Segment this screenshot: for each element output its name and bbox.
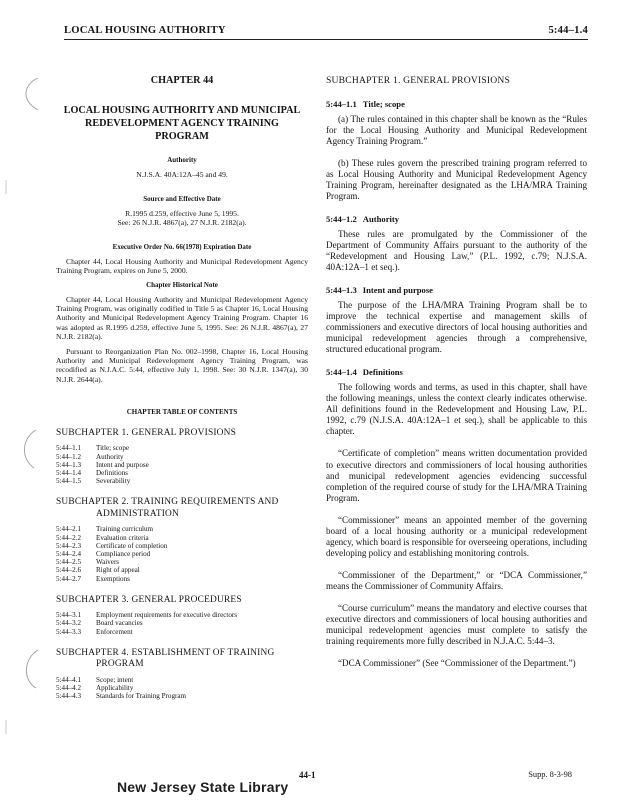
- section-paragraph: The following words and terms, as used in this chapter, shall have the following meanings, unless the context clearly indicates otherwise. All definitions found in the Redevelopment and Housing Law, P.L. 1992, c.79 (N.J.S.A. 40A:12A–1 et seq.), shall be applicable to this chapter.: [326, 382, 587, 437]
- definition-paragraph: “Course curriculum” means the mandatory and elective courses that executive directors and commissioners of local housing authorities and municipal redevelopment agencies must complete to satisfy the training requirements more fully described in N.J.A.C. 5:44–3.: [326, 603, 587, 647]
- toc-entry[interactable]: 5:44–2.3 Certificate of completion: [56, 541, 168, 550]
- chapter-title-line: PROGRAM: [155, 131, 209, 142]
- page-footer: [0, 770, 618, 795]
- section-heading: 5:44–1.1 Title; scope: [326, 98, 405, 109]
- section-heading: 5:44–1.4 Definitions: [326, 367, 403, 378]
- definition-paragraph: “Commissioner of the Department,” or “DCA Commissioner,” means the Commissioner of Community Affairs.: [326, 569, 587, 591]
- right-column: [326, 48, 587, 669]
- section-1-3: [326, 285, 587, 355]
- table-of-contents-heading: CHAPTER TABLE OF CONTENTS: [126, 407, 238, 416]
- left-column: [56, 48, 308, 701]
- toc-subchapter: [56, 497, 308, 582]
- source-text: [56, 209, 308, 227]
- definition-paragraph: “Certificate of completion” means written documentation provided to executive directors and commissioners of local housing authorities and municipal redevelopment agencies evidencing successful completion of the required course of study for the LHA/MRA Training Program.: [326, 448, 587, 503]
- toc-entry[interactable]: 5:44–1.5 Severability: [56, 477, 131, 486]
- toc-entry[interactable]: 5:44–2.6 Right of appeal: [56, 566, 140, 575]
- source-heading: Source and Effective Date: [143, 195, 221, 204]
- section-1-4: [326, 367, 587, 669]
- executive-order-text: Chapter 44, Local Housing Authority and Municipal Redevelopment Agency Training Program, expires on June 5, 2000.: [56, 256, 308, 275]
- section-1-2: [326, 214, 587, 273]
- definition-paragraph: “DCA Commissioner” (See “Commissioner of the Department.”): [338, 658, 576, 669]
- section-paragraph: (a) The rules contained in this chapter shall be known as the “Rules for the Local Housing Authority and Municipal Redevelopment Agency Training Program.”: [326, 113, 587, 146]
- section-1-1: [326, 99, 587, 202]
- section-paragraph: The purpose of the LHA/MRA Training Program shall be to improve the technical expertise and management skills of commissioners and executive directors of local housing authorities and municipal redevelopment agencies through a comprehensive, structured educational program.: [326, 300, 587, 355]
- toc-entry[interactable]: 5:44–2.5 Waivers: [56, 558, 120, 567]
- library-stamp: New Jersey State Library: [117, 779, 289, 795]
- subchapter-heading: SUBCHAPTER 1. GENERAL PROVISIONS: [326, 75, 511, 86]
- section-range: 5:44–1.4: [548, 25, 588, 36]
- toc-list: [56, 525, 308, 582]
- toc-entry[interactable]: 5:44–2.7 Exemptions: [56, 574, 130, 583]
- toc-entry[interactable]: 5:44–1.2 Authority: [56, 452, 124, 461]
- supplement-date: Supp. 8-3-98: [528, 770, 572, 779]
- source-line: R.1995 d.259, effective June 5, 1995.: [125, 209, 239, 219]
- toc-subchapter-title: SUBCHAPTER 1. GENERAL PROVISIONS: [56, 427, 237, 438]
- authority-heading: Authority: [167, 156, 197, 164]
- toc-entry[interactable]: 5:44–2.1 Training curriculum: [56, 525, 154, 534]
- toc-list: [56, 676, 308, 701]
- toc-subchapter: [56, 648, 308, 701]
- historical-note-paragraph: Pursuant to Reorganization Plan No. 002–1998, Chapter 16, Local Housing Authority and Municipal Redevelopment Agency Training Program, was recodified as N.J.A.C. 5:44, effective July 1, 1998. See: 30 N.J.R. 1347(a), 30 N.J.R. 2644(a).: [56, 347, 308, 384]
- toc-entry[interactable]: 5:44–3.2 Board vacancies: [56, 619, 143, 628]
- authority-text: N.J.S.A. 40A:12A–45 and 49.: [136, 170, 228, 179]
- page-number: 44-1: [299, 770, 316, 780]
- section-paragraph: (b) These rules govern the prescribed training program referred to as Local Housing Authority and Municipal Redevelopment Agency Training Program, hereinafter designated as the LHA/MRA Training Program.: [326, 157, 587, 201]
- section-paragraph: These rules are promulgated by the Commissioner of the Department of Community Affairs pursuant to the authority of the “Redevelopment and Housing Law,” (P.L. 1992, c.79; N.J.S.A. 40A:12A–1 et seq.).: [326, 228, 587, 272]
- section-heading: 5:44–1.2 Authority: [326, 213, 400, 224]
- historical-note-heading: Chapter Historical Note: [146, 281, 218, 290]
- historical-note-paragraph: Chapter 44, Local Housing Authority and Municipal Redevelopment Agency Training Program, was originally codified in Title 5 as Chapter 16, Local Housing Authority and Municipal Redevelopment Agency Training Program. Chapter 16 was adopted as R.1995 d.259, effective June 5, 1995. See: 26 N.J.R. 4867(a), 27 N.J.R. 2182(a).: [56, 295, 308, 341]
- toc-entry[interactable]: 5:44–1.1 Title; scope: [56, 444, 130, 453]
- toc-subchapter-title: SUBCHAPTER 2. TRAINING REQUIREMENTS AND ADMINISTRATION: [56, 497, 279, 519]
- chapter-number: CHAPTER 44: [150, 75, 214, 86]
- toc-subchapter: [56, 595, 308, 636]
- toc-entry[interactable]: 5:44–1.4 Definitions: [56, 468, 128, 477]
- page-header: [64, 24, 588, 40]
- toc-subchapter: [56, 428, 308, 486]
- toc-list: [56, 444, 308, 485]
- toc-entry[interactable]: 5:44–1.3 Intent and purpose: [56, 460, 149, 469]
- chapter-title: [56, 104, 308, 143]
- toc-entry[interactable]: 5:44–3.1 Employment requirements for executive directors: [56, 611, 238, 620]
- toc-subchapter-title: SUBCHAPTER 4. ESTABLISHMENT OF TRAINING PROGRAM: [56, 647, 275, 670]
- definition-paragraph: “Commissioner” means an appointed member of the governing board of a local housing authority or a municipal redevelopment agency, which board is responsible for overseeing operations, including developing policy and establishing monitoring controls.: [326, 514, 587, 558]
- chapter-title-line: REDEVELOPMENT AGENCY TRAINING: [85, 118, 279, 129]
- toc-entry[interactable]: 5:44–3.3 Enforcement: [56, 627, 133, 636]
- toc-list: [56, 611, 308, 636]
- toc-entry[interactable]: 5:44–2.4 Compliance period: [56, 549, 151, 558]
- toc-entry[interactable]: 5:44–4.3 Standards for Training Program: [56, 692, 187, 701]
- toc-subchapter-title: SUBCHAPTER 3. GENERAL PROCEDURES: [56, 594, 242, 605]
- executive-order-heading: Executive Order No. 66(1978) Expiration Date: [112, 242, 252, 251]
- toc-entry[interactable]: 5:44–4.2 Applicability: [56, 684, 134, 693]
- running-title: LOCAL HOUSING AUTHORITY: [64, 25, 226, 36]
- toc-entry[interactable]: 5:44–4.1 Scope; intent: [56, 675, 134, 684]
- scan-margin-marks: [0, 0, 60, 800]
- source-line: See: 26 N.J.R. 4867(a), 27 N.J.R. 2182(a).: [117, 218, 247, 228]
- toc-entry[interactable]: 5:44–2.2 Evaluation criteria: [56, 533, 149, 542]
- chapter-title-line: LOCAL HOUSING AUTHORITY AND MUNICIPAL: [63, 105, 301, 116]
- section-heading: 5:44–1.3 Intent and purpose: [326, 285, 433, 296]
